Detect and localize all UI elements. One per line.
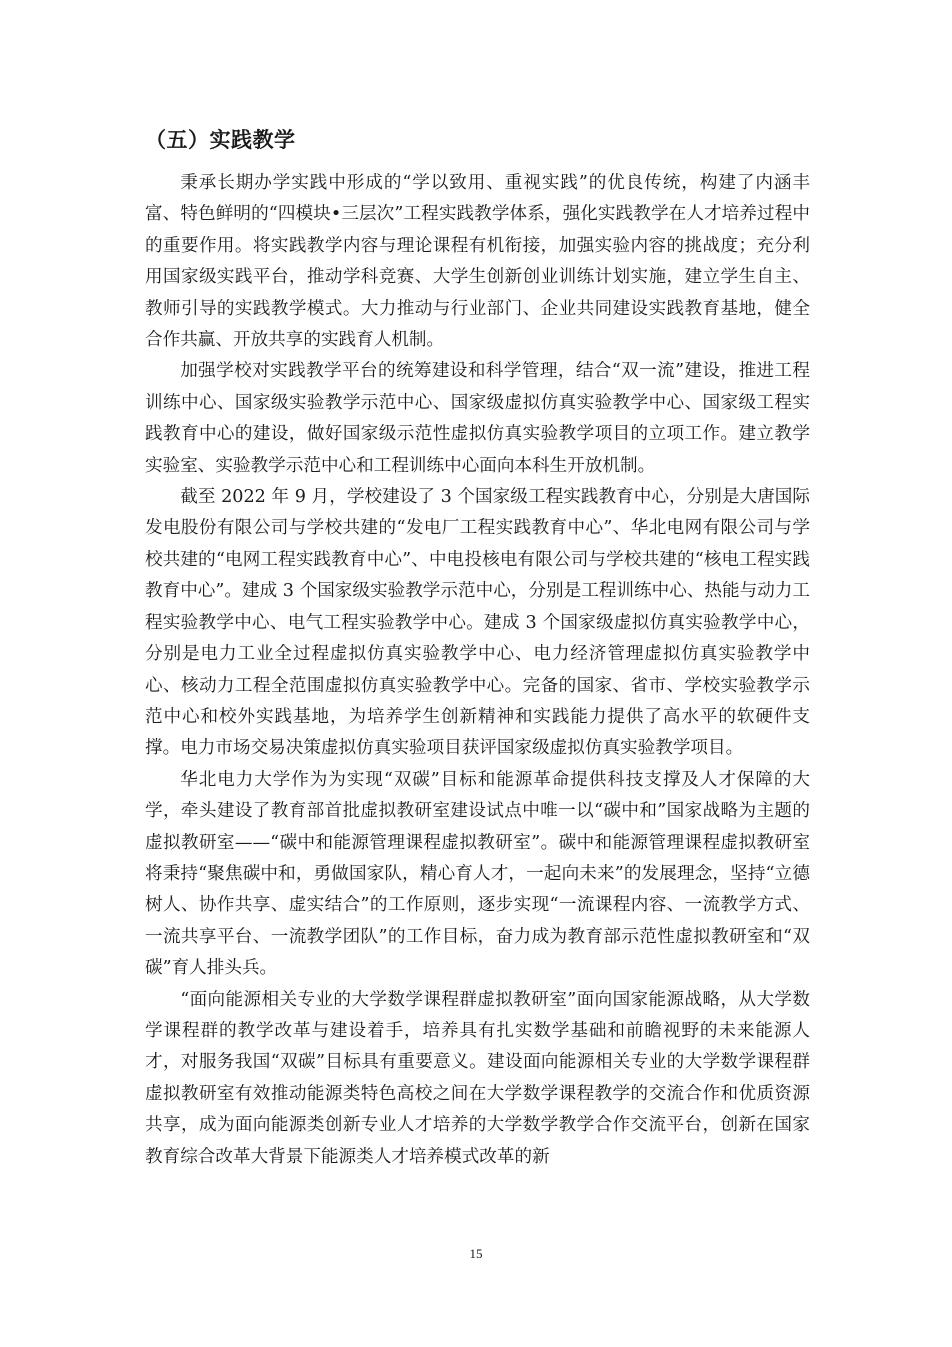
paragraph-national-centers: 截至 2022 年 9 月，学校建设了 3 个国家级工程实践教育中心，分别是大唐国际发电股份有限公司与学校共建的“发电厂工程实践教育中心”、华北电网有限公司与学校共建的“电网工程实践教育中心”、中电投核电有限公司与学校共建的“核电工程实践教育中心”。建成 3 个国家级实验教学示范中心，分别是工程训练中心、热能与动力工程实验教学中心、电气工程实验教学中心。建成 3 个国家级虚拟仿真实验教学中心，分别是电力工业全过程虚拟仿真实验教学中心、电力经济管理虚拟仿真实验教学中心、核动力工程全范围虚拟仿真实验教学中心。完备的国家、省市、学校实验教学示范中心和校外实践基地，为培养学生创新精神和实践能力提供了高水平的软硬件支撑。电力市场交易决策虚拟仿真实验项目获评国家级虚拟仿真实验教学项目。 bbox=[145, 487, 810, 759]
section-title: （五）实践教学 bbox=[145, 128, 296, 152]
paragraph-carbon-neutral-lab: 华北电力大学作为为实现“双碳”目标和能源革命提供科技支撑及人才保障的大学，牵头建设了教育部首批虚拟教研室建设试点中唯一以“碳中和”国家战略为主题的虚拟教研室——“碳中和能源管理课程虚拟教研室”。碳中和能源管理课程虚拟教研室将秉持“聚焦碳中和，勇做国家队，精心育人才，一起向未来”的发展理念，坚持“立德树人、协作共享、虚实结合”的工作原则，逐步实现“一流课程内容、一流教学方式、一流共享平台、一流教学团队”的工作目标，奋力成为教育部示范性虚拟教研室和“双碳”育人排头兵。 bbox=[145, 769, 810, 979]
page-number: 15 bbox=[469, 1246, 483, 1261]
paragraph-practice-system: 秉承长期办学实践中形成的“学以致用、重视实践”的优良传统，构建了内涵丰富、特色鲜明的“四模块•三层次”工程实践教学体系，强化实践教学在人才培养过程中的重要作用。将实践教学内容与理论课程有机衔接，加强实验内容的挑战度；充分利用国家级实践平台，推动学科竞赛、大学生创新创业训练计划实施，建立学生自主、教师引导的实践教学模式。大力推动与行业部门、企业共同建设实践教育基地，健全合作共赢、开放共享的实践育人机制。 bbox=[145, 173, 810, 351]
paragraph-platform-management: 加强学校对实践教学平台的统筹建设和科学管理，结合“双一流”建设，推进工程训练中心、国家级实验教学示范中心、国家级虚拟仿真实验教学中心、国家级工程实践教育中心的建设，做好国家级示范性虚拟仿真实验教学项目的立项工作。建立教学实验室、实验教学示范中心和工程训练中心面向本科生开放机制。 bbox=[145, 361, 810, 476]
paragraph-math-virtual-lab: “面向能源相关专业的大学数学课程群虚拟教研室”面向国家能源战略，从大学数学课程群的教学改革与建设着手，培养具有扎实数学基础和前瞻视野的未来能源人才，对服务我国“双碳”目标具有重要意义。建设面向能源相关专业的大学数学课程群虚拟教研室有效推动能源类特色高校之间在大学数学课程教学的交流合作和优质资源共享，成为面向能源类创新专业人才培养的大学数学教学合作交流平台，创新在国家教育综合改革大背景下能源类人才培养模式改革的新 bbox=[145, 989, 810, 1167]
body-text bbox=[145, 168, 810, 1173]
